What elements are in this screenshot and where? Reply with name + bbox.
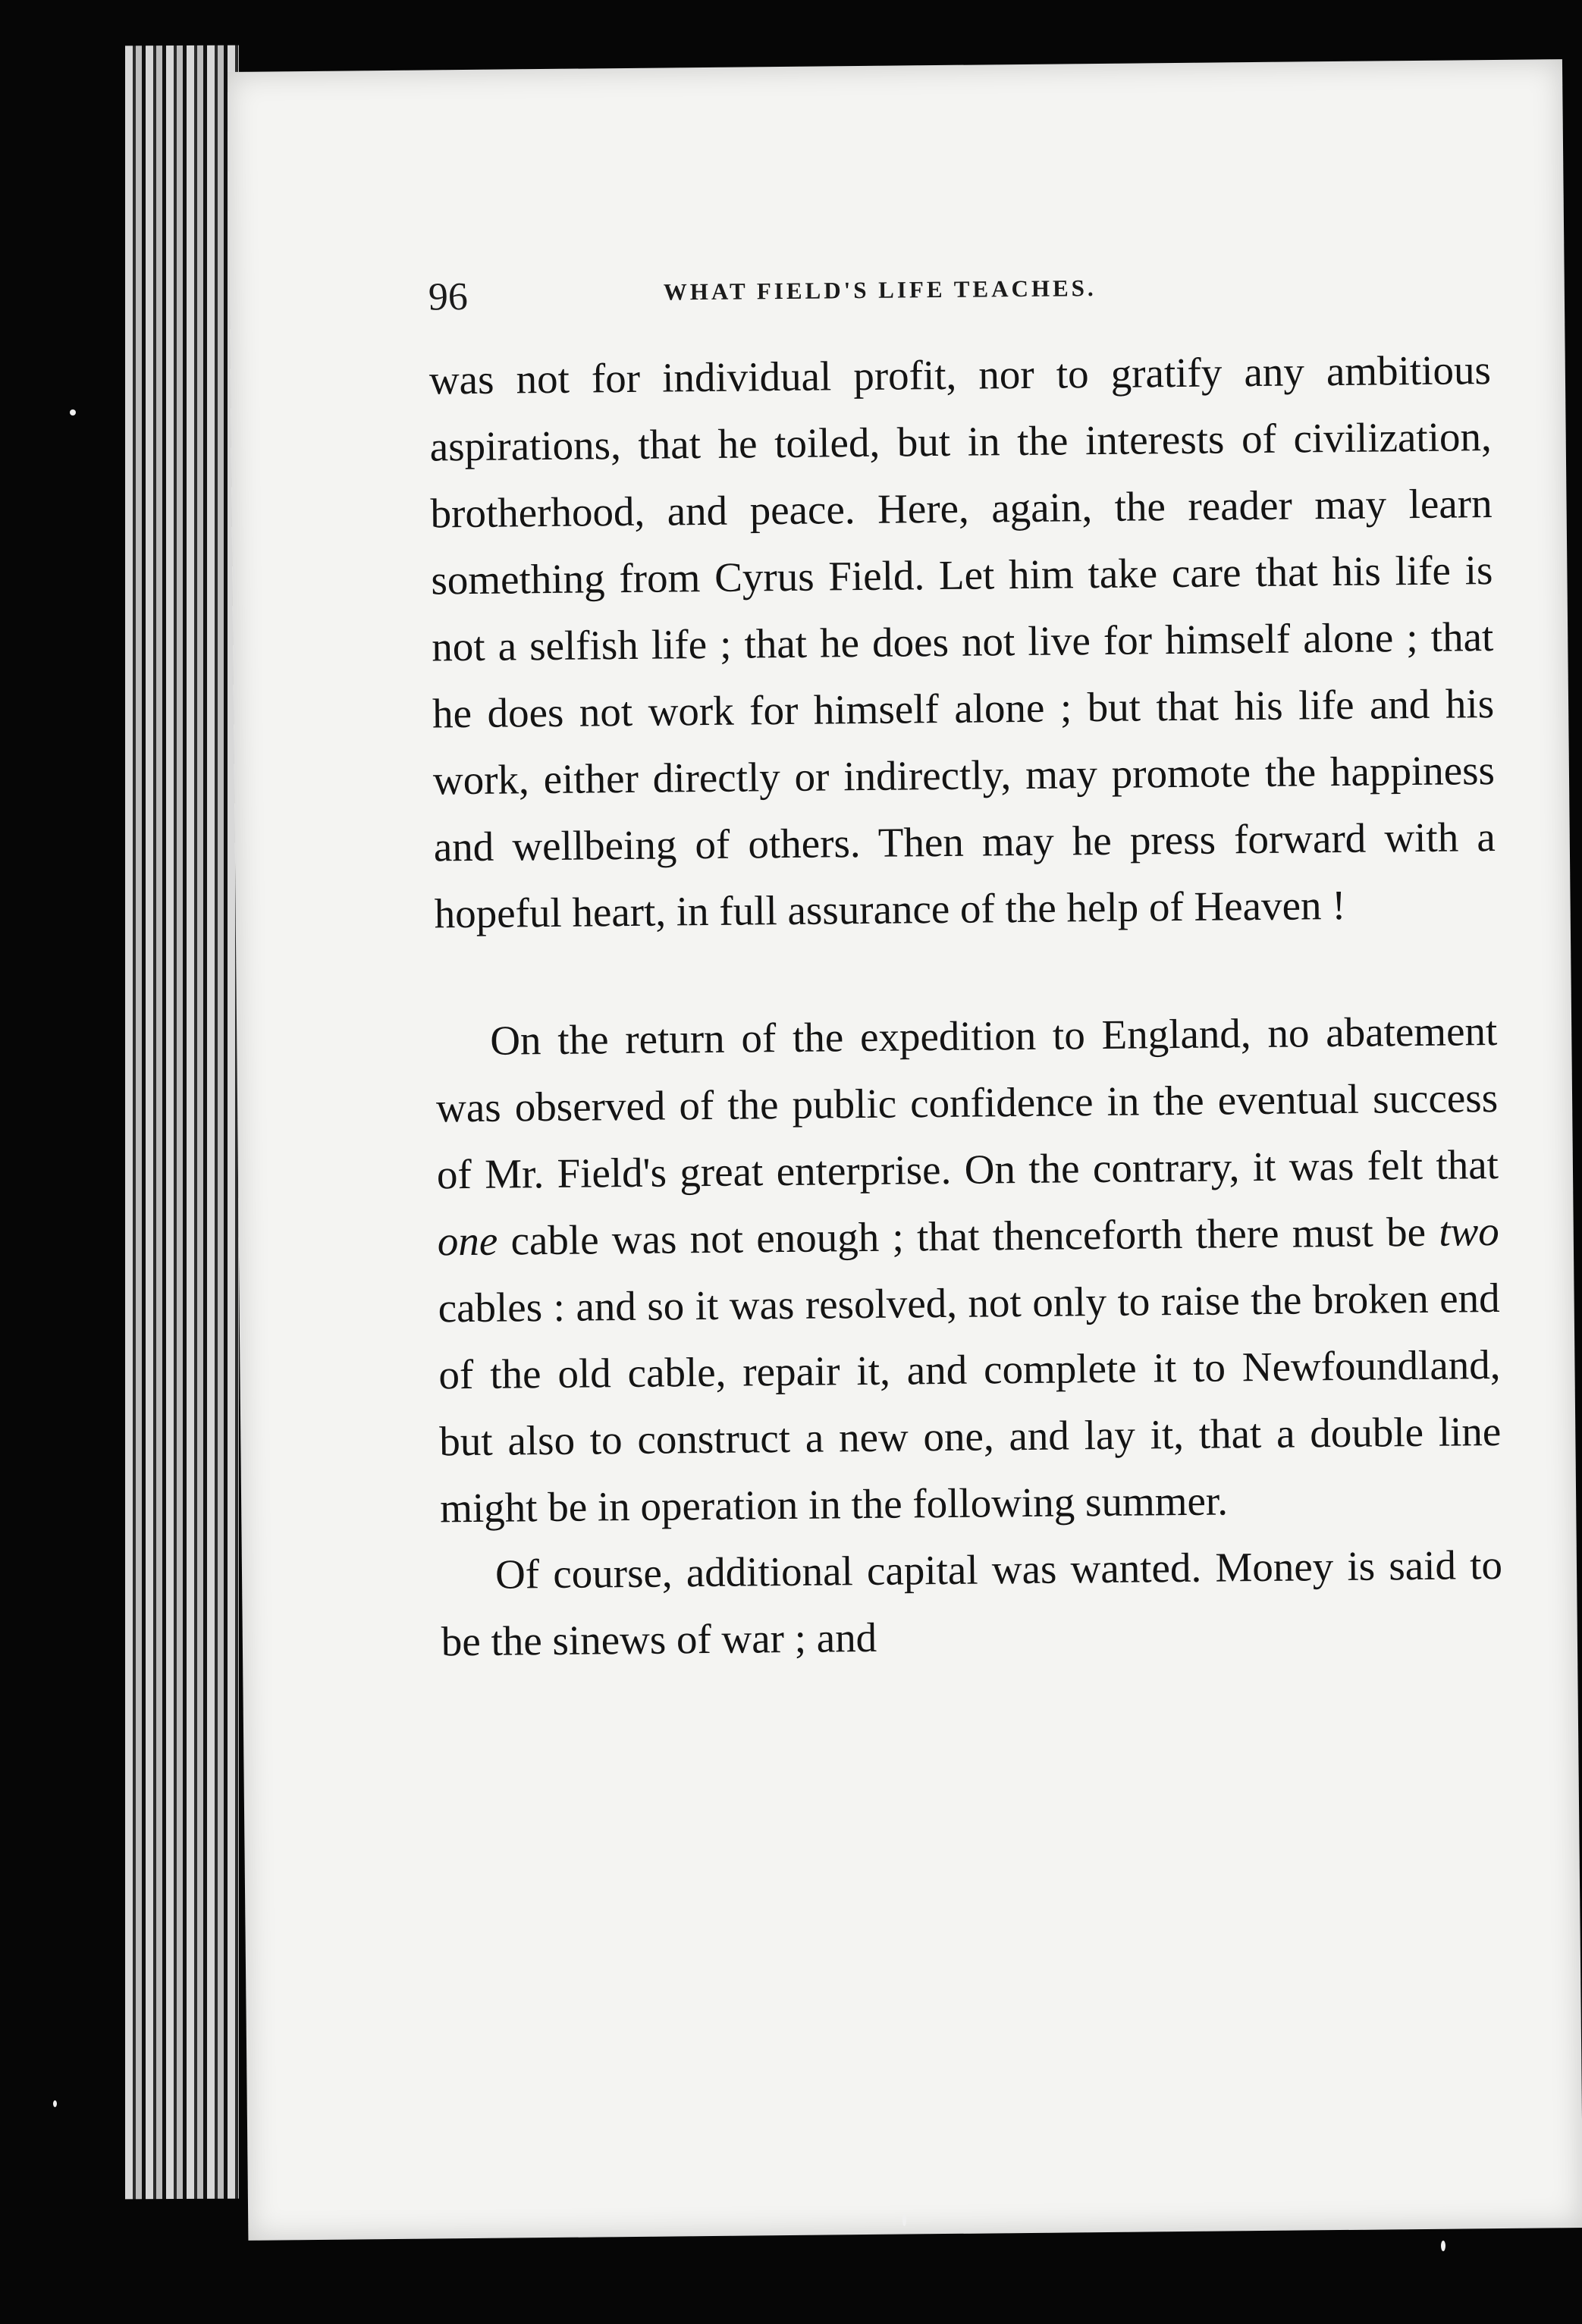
paragraph-3: Of course, additional capital was wanted. Money is said to be the sinews of war ; and xyxy=(441,1541,1503,1665)
running-head: WHAT FIELD'S LIFE TEACHES. xyxy=(663,274,1097,306)
film-speck xyxy=(53,2100,57,2107)
paragraph-1: was not for individual profit, nor to gratify any ambitious aspirations, that he toiled, but in the interests of civilization, brotherhood, and peace. Here, again, the reader may learn something from Cyrus Field. Let him take care that his life is not a selfish life ; that he does not live for himself alone ; that he does not work for himself alone ; but that his life and his work, either directly or indirectly, may promote the happiness and wellbeing of others. Then may he press forward with a hopeful heart, in full assurance of the help of Heaven ! xyxy=(428,347,1496,937)
page-number: 96 xyxy=(428,274,469,319)
paragraph-2 xyxy=(435,998,1502,1541)
emphasis-one: one xyxy=(437,1217,498,1265)
body-text xyxy=(428,337,1503,1675)
emphasis-two: two xyxy=(1438,1207,1500,1255)
film-speck xyxy=(902,2214,906,2226)
book-page xyxy=(228,59,1582,2241)
paragraph-2-part-c: cables : and so it was resolved, not only to raise the broken end of the old cable, repair it, and complete it to Newfoundland, but also to construct a new one, and lay it, that a double line might be in operation in the following summer. xyxy=(438,1274,1502,1532)
page-header xyxy=(428,265,1476,343)
film-speck xyxy=(70,409,76,416)
paragraph-2-part-a: On the return of the expedition to England, no abatement was observed of the public confidence in the eventual success of Mr. Field's great enterprise. On the contrary, it was felt that xyxy=(435,1007,1499,1198)
page-stack-edges xyxy=(125,45,239,2200)
film-speck xyxy=(1441,2241,1445,2251)
paragraph-2-part-b: cable was not enough ; that thenceforth there must be xyxy=(497,1208,1439,1264)
